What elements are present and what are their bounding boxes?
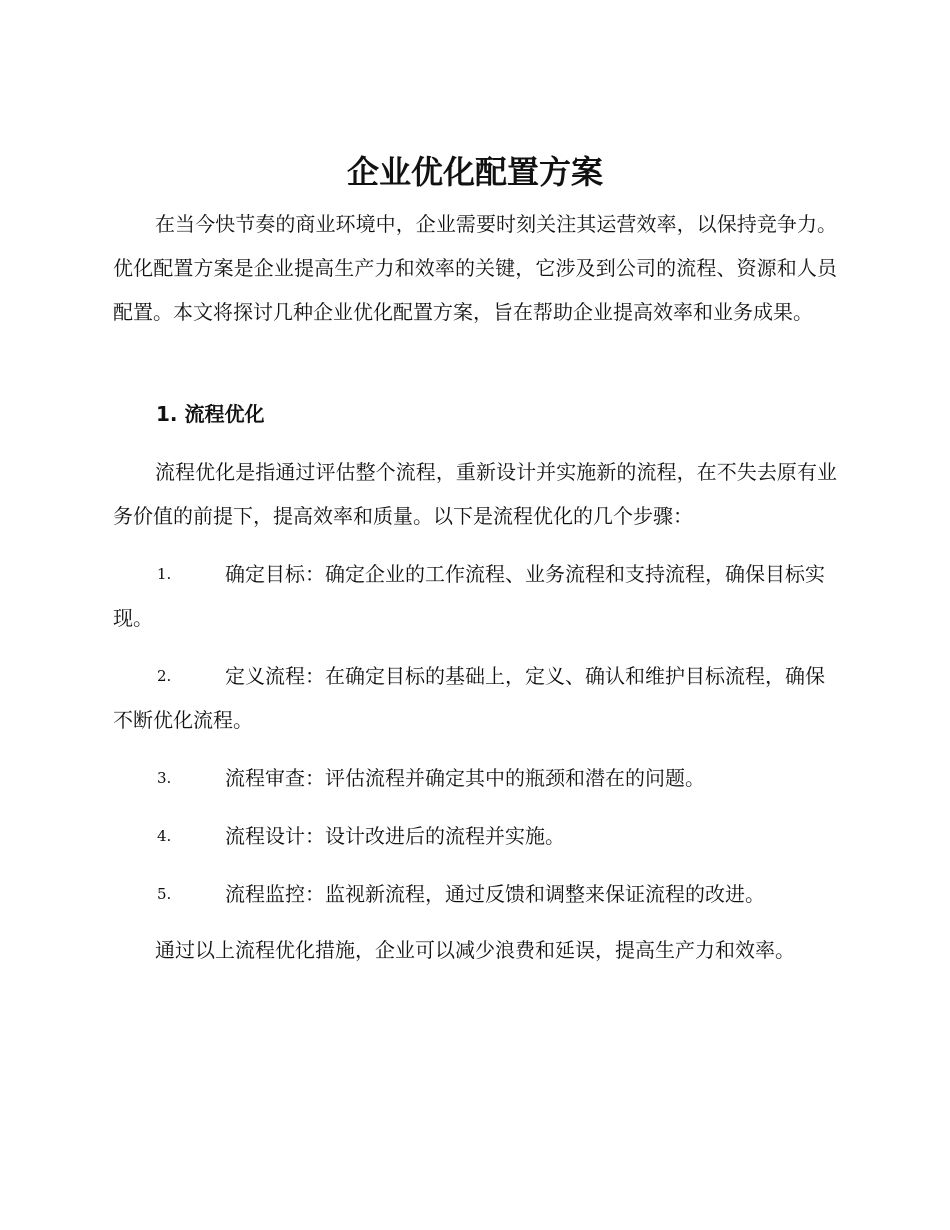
- list-item-text: 定义流程：在确定目标的基础上，定义、确认和维护目标流程，确保不断优化流程。: [113, 664, 825, 732]
- list-item-number: 1.: [157, 565, 172, 583]
- list-item-text: 流程监控：监视新流程，通过反馈和调整来保证流程的改进。: [225, 882, 765, 906]
- steps-list: [113, 552, 837, 930]
- list-item: [113, 756, 837, 800]
- list-item-text: 确定目标：确定企业的工作流程、业务流程和支持流程，确保目标实现。: [113, 562, 825, 630]
- list-item-text: 流程设计：设计改进后的流程并实施。: [225, 824, 565, 848]
- list-item-number: 3.: [157, 769, 172, 787]
- section-heading-process-optimization: 1. 流程优化: [156, 402, 265, 426]
- document-title: 企业优化配置方案: [346, 153, 603, 191]
- list-item-number: 5.: [157, 885, 172, 903]
- list-item: [113, 654, 837, 742]
- list-item: [113, 814, 837, 858]
- list-item: [113, 552, 837, 640]
- list-item-number: 2.: [157, 667, 172, 685]
- list-item: [113, 872, 837, 916]
- list-item-number: 4.: [157, 827, 172, 845]
- intro-paragraph: 在当今快节奏的商业环境中，企业需要时刻关注其运营效率，以保持竞争力。优化配置方案是企业提高生产力和效率的关键，它涉及到公司的流程、资源和人员配置。本文将探讨几种企业优化配置方案，旨在帮助企业提高效率和业务成果。: [113, 212, 837, 324]
- conclusion-paragraph: 通过以上流程优化措施，企业可以减少浪费和延误，提高生产力和效率。: [155, 938, 795, 962]
- section-paragraph: 流程优化是指通过评估整个流程，重新设计并实施新的流程，在不失去原有业务价值的前提下，提高效率和质量。以下是流程优化的几个步骤：: [113, 460, 837, 528]
- list-item-text: 流程审查：评估流程并确定其中的瓶颈和潜在的问题。: [225, 766, 705, 790]
